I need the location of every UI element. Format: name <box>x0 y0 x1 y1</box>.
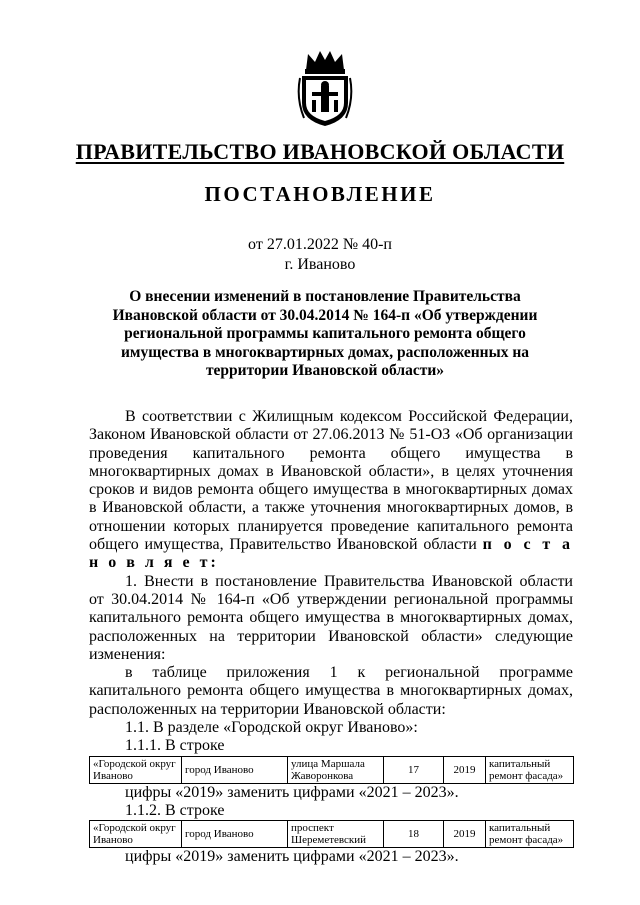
table-cell: капитальный ремонт фасада» <box>486 821 574 848</box>
table-intro: в таблице приложения 1 к региональной программе капитального ремонта общего имущества в многоквартирных домах, расположенных на территории Ивановской области: <box>89 664 573 718</box>
table-cell: капитальный ремонт фасада» <box>486 756 574 783</box>
resolves-text: п о с т а н о в л я е т: <box>89 536 574 572</box>
table-cell: 2019 <box>444 756 486 783</box>
table-cell: 18 <box>384 821 444 848</box>
preamble-paragraph <box>89 408 573 573</box>
item-1: 1. Внести в постановление Правительства Ивановской области от 30.04.2014 № 164-п «Об утверждении региональной программы капитального ремонта общего имущества в многоквартирных домах, расположенных на территории Ивановской области» следующие изменения: <box>89 572 573 663</box>
replacement-2: цифры «2019» заменить цифрами «2021 – 2023». <box>125 848 459 866</box>
city: г. Иваново <box>284 256 356 273</box>
amendment-table-2 <box>89 820 574 848</box>
document-type: ПОСТАНОВЛЕНИЕ <box>204 182 436 206</box>
amendment-table-1 <box>89 756 574 784</box>
replacement-1: цифры «2019» заменить цифрами «2021 – 2023». <box>125 783 459 801</box>
table-row <box>90 821 574 848</box>
document-subject: О внесении изменений в постановление Правительства Ивановской области от 30.04.2014 № 164-п «Об утверждении региональной программы капитального ремонта общего имущества в многоквартирных домах, расположенных на территории Ивановской области» <box>112 288 538 379</box>
table-cell: город Иваново <box>182 756 288 783</box>
coat-of-arms-icon <box>296 48 354 128</box>
preamble-text: В соответствии с Жилищным кодексом Российской Федерации, Законом Ивановской области от 27.06.2013 № 51-ОЗ «Об организации проведения капитального ремонта общего имущества в многоквартирных домах в Ивановской области», в целях уточнения сроков и видов ремонта общего имущества в многоквартирных домах в Ивановской области, а также уточнения многоквартирных домов, в отношении которых планируется проведение капитального ремонта общего имущества, Правительство Ивановской области <box>89 408 573 554</box>
subsection-1-1-2: 1.1.2. В строке <box>125 801 225 819</box>
table-cell: улица Маршала Жаворонкова <box>288 756 384 783</box>
table-cell: 2019 <box>444 821 486 848</box>
document-body <box>89 408 573 867</box>
table-cell: «Городской округ Иваново <box>90 756 182 783</box>
section-1-1: 1.1. В разделе «Городской округ Иваново»: <box>125 719 418 737</box>
table-cell: проспект Шереметевский <box>288 821 384 848</box>
table-cell: 17 <box>384 756 444 783</box>
table-cell: город Иваново <box>182 821 288 848</box>
table-cell: «Городской округ Иваново <box>90 821 182 848</box>
government-title: ПРАВИТЕЛЬСТВО ИВАНОВСКОЙ ОБЛАСТИ <box>75 139 565 164</box>
subsection-1-1-1: 1.1.1. В строке <box>125 737 225 755</box>
date-number: от 27.01.2022 № 40-п <box>248 236 392 253</box>
table-row <box>90 756 574 783</box>
